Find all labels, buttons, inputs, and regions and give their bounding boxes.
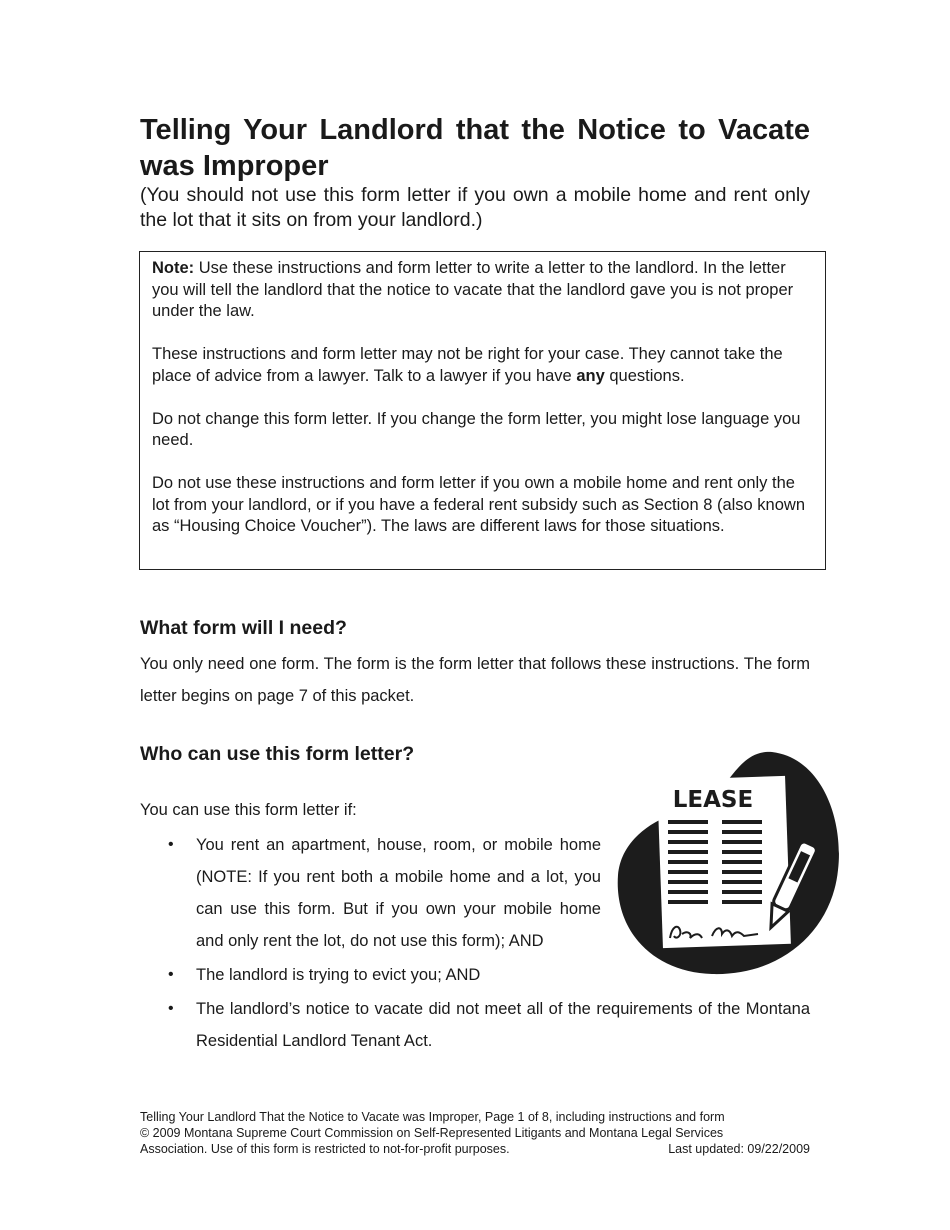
lease-word: LEASE	[672, 787, 754, 813]
bullet-icon: •	[168, 966, 174, 983]
section-intro-who-can-use: You can use this form letter if:	[140, 801, 357, 819]
list-item-text: The landlord is trying to evict you; AND	[196, 966, 481, 984]
footer-line-2: © 2009 Montana Supreme Court Commission on Self-Represented Litigants and Montana Legal Services	[140, 1126, 724, 1140]
list-item	[140, 993, 810, 1057]
footer-usage-note: Association. Use of this form is restricted to not-for-profit purposes.	[140, 1142, 510, 1156]
footer-line-1: Telling Your Landlord That the Notice to Vacate was Improper, Page 1 of 8, including instructions and form	[140, 1110, 725, 1124]
note-emphasis-any: any	[576, 366, 605, 385]
note-paragraph-3: Do not change this form letter. If you change the form letter, you might lose language you need.	[152, 409, 801, 449]
footer-line-3	[140, 1141, 810, 1157]
lease-document-icon	[612, 750, 840, 978]
note-paragraph-1	[152, 258, 813, 323]
footer-last-updated: Last updated: 09/22/2009	[668, 1142, 810, 1156]
list-item	[140, 829, 601, 957]
note-text-2b: questions.	[604, 366, 685, 385]
bullet-icon: •	[168, 836, 174, 853]
note-box	[139, 251, 826, 570]
section-heading-who-can-use: Who can use this form letter?	[140, 743, 415, 765]
section-body-what-form: You only need one form. The form is the form letter that follows these instructions. The form letter begins on page 7 of this packet.	[140, 655, 810, 705]
note-text-1: Use these instructions and form letter to write a letter to the landlord. In the letter you will tell the landlord that the notice to vacate that the landlord gave you is not proper under the law.	[152, 259, 794, 320]
bullet-icon: •	[168, 1000, 174, 1017]
note-text-2a: These instructions and form letter may not be right for your case. They cannot take the place of advice from a lawyer. Talk to a lawyer if you have	[152, 345, 783, 385]
note-label: Note:	[152, 259, 195, 277]
page-subtitle: (You should not use this form letter if you own a mobile home and rent only the lot that it sits on from your landlord.)	[140, 184, 810, 231]
list-item-text: You rent an apartment, house, room, or mobile home (NOTE: If you rent both a mobile home and a lot, you can use this form. But if you own your mobile home and only rent the lot, do not use this form); AND	[196, 836, 601, 950]
section-heading-what-form: What form will I need?	[140, 617, 347, 639]
page-title: Telling Your Landlord that the Notice to Vacate was Improper	[140, 114, 810, 182]
note-paragraph-4: Do not use these instructions and form letter if you own a mobile home and rent only the lot from your landlord, or if you have a federal rent subsidy such as Section 8 (also known as “Housing Choice Voucher”). The laws are different laws for those situations.	[152, 474, 806, 535]
page-footer	[140, 1109, 810, 1157]
list-item-text: The landlord’s notice to vacate did not meet all of the requirements of the Montana Residential Landlord Tenant Act.	[196, 1000, 810, 1050]
note-paragraph-2	[152, 344, 813, 387]
